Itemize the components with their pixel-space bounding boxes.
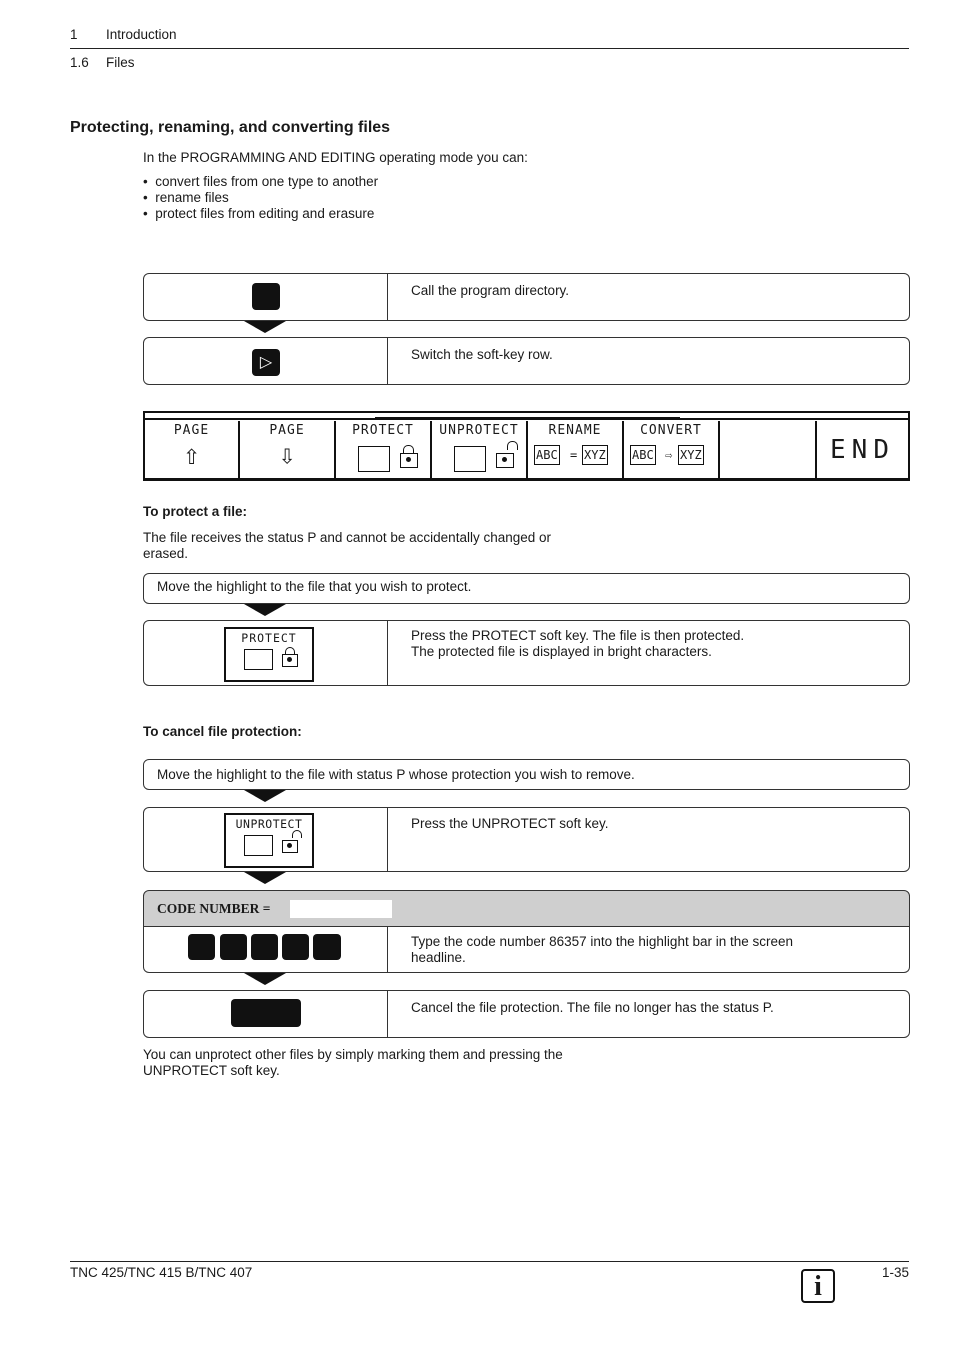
page-number: 1-35 <box>881 1265 909 1280</box>
closing-line1: You can unprotect other files by simply marking them and pressing the <box>143 1047 563 1062</box>
down-arrow-icon <box>244 321 286 333</box>
softkey-protect[interactable]: PROTECT <box>336 421 432 481</box>
footer-model: TNC 425/TNC 415 B/TNC 407 <box>70 1265 253 1280</box>
step-type-code <box>143 926 910 973</box>
page-title: Protecting, renaming, and converting files <box>70 119 391 136</box>
lock-closed-icon <box>400 445 420 469</box>
step-move-highlight-protect: Move the highlight to the file that you wish to protect. <box>143 573 910 604</box>
next-row-key[interactable]: ▷ <box>252 349 280 376</box>
step-description-line2: The protected file is displayed in bright characters. <box>411 644 712 659</box>
arrow-down-icon: ⇩ <box>278 438 296 471</box>
equals-icon: = <box>570 448 578 462</box>
softkey-page-up[interactable]: PAGE ⇧ <box>145 421 240 481</box>
rename-from: ABC <box>534 445 560 465</box>
convert-to: XYZ <box>678 445 704 465</box>
header-rule <box>70 48 909 49</box>
softkey-empty <box>720 421 817 481</box>
list-item: • convert files from one type to another <box>143 174 379 189</box>
softkey-row <box>143 411 910 481</box>
softkey-page-down[interactable]: PAGE ⇩ <box>240 421 336 481</box>
step-description-line1: Type the code number 86357 into the highlight bar in the screen <box>411 934 794 949</box>
closing-line2: UNPROTECT soft key. <box>143 1063 280 1078</box>
unprotect-softkey[interactable]: UNPROTECT <box>224 813 314 868</box>
softkey-end[interactable]: END <box>830 435 895 465</box>
step-press-unprotect <box>143 807 910 872</box>
arrow-up-icon: ⇧ <box>183 438 200 471</box>
protect-paragraph-line1: The file receives the status P and cannot be accidentally changed or <box>143 530 552 545</box>
step-description-line2: headline. <box>411 950 466 965</box>
softkey-unprotect[interactable]: UNPROTECT <box>432 421 528 481</box>
step-description: Switch the soft-key row. <box>411 347 553 362</box>
file-icon <box>358 446 390 472</box>
lock-open-icon <box>282 830 306 855</box>
digit-key[interactable] <box>220 934 247 960</box>
protect-paragraph-line2: erased. <box>143 546 189 561</box>
step-cancel-protection <box>143 990 910 1038</box>
step-description: Call the program directory. <box>411 283 570 298</box>
protect-softkey[interactable]: PROTECT <box>224 627 314 682</box>
rename-to: XYZ <box>582 445 608 465</box>
step-switch-softkey-row <box>143 337 910 385</box>
step-description-line1: Press the PROTECT soft key. The file is then protected. <box>411 628 745 643</box>
list-item: • protect files from editing and erasure <box>143 206 375 221</box>
file-icon <box>244 649 273 670</box>
code-number-label: CODE NUMBER = <box>157 901 271 916</box>
arrow-right-icon: ⇨ <box>665 448 673 462</box>
digit-key[interactable] <box>313 934 341 960</box>
down-arrow-icon <box>244 973 286 985</box>
section-label: Files <box>106 55 135 70</box>
step-move-highlight-unprotect: Move the highlight to the file with status P whose protection you wish to remove. <box>143 759 910 790</box>
softkey-convert[interactable]: CONVERT ABC ⇨ XYZ <box>624 421 720 481</box>
step-program-directory <box>143 273 910 321</box>
protect-heading: To protect a file: <box>143 504 248 519</box>
screen-headline <box>143 890 910 927</box>
file-icon <box>244 835 273 856</box>
step-description: Cancel the file protection. The file no longer has the status P. <box>411 1000 774 1015</box>
lock-open-icon <box>496 441 522 469</box>
list-item: • rename files <box>143 190 229 205</box>
info-icon: i <box>801 1269 835 1303</box>
intro-text: In the PROGRAMMING AND EDITING operating mode you can: <box>143 150 528 165</box>
code-number-input[interactable] <box>290 900 392 918</box>
section-number: 1.6 <box>70 55 89 70</box>
down-arrow-icon <box>244 872 286 884</box>
convert-from: ABC <box>630 445 656 465</box>
down-arrow-icon <box>244 604 286 616</box>
file-icon <box>454 446 486 472</box>
digit-key[interactable] <box>282 934 309 960</box>
softkey-rename[interactable]: RENAME ABC = XYZ <box>528 421 624 481</box>
chapter-title: Introduction <box>106 27 177 42</box>
unprotect-heading: To cancel file protection: <box>143 724 302 739</box>
chapter-number: 1 <box>70 27 78 42</box>
step-description: Press the UNPROTECT soft key. <box>411 816 609 831</box>
digit-key[interactable] <box>188 934 215 960</box>
digit-key[interactable] <box>251 934 278 960</box>
step-press-protect <box>143 620 910 686</box>
lock-closed-icon <box>282 647 300 669</box>
ent-key[interactable] <box>231 999 301 1027</box>
pgm-mgt-key[interactable] <box>252 283 280 310</box>
footer-rule <box>70 1261 909 1262</box>
down-arrow-icon <box>244 790 286 802</box>
